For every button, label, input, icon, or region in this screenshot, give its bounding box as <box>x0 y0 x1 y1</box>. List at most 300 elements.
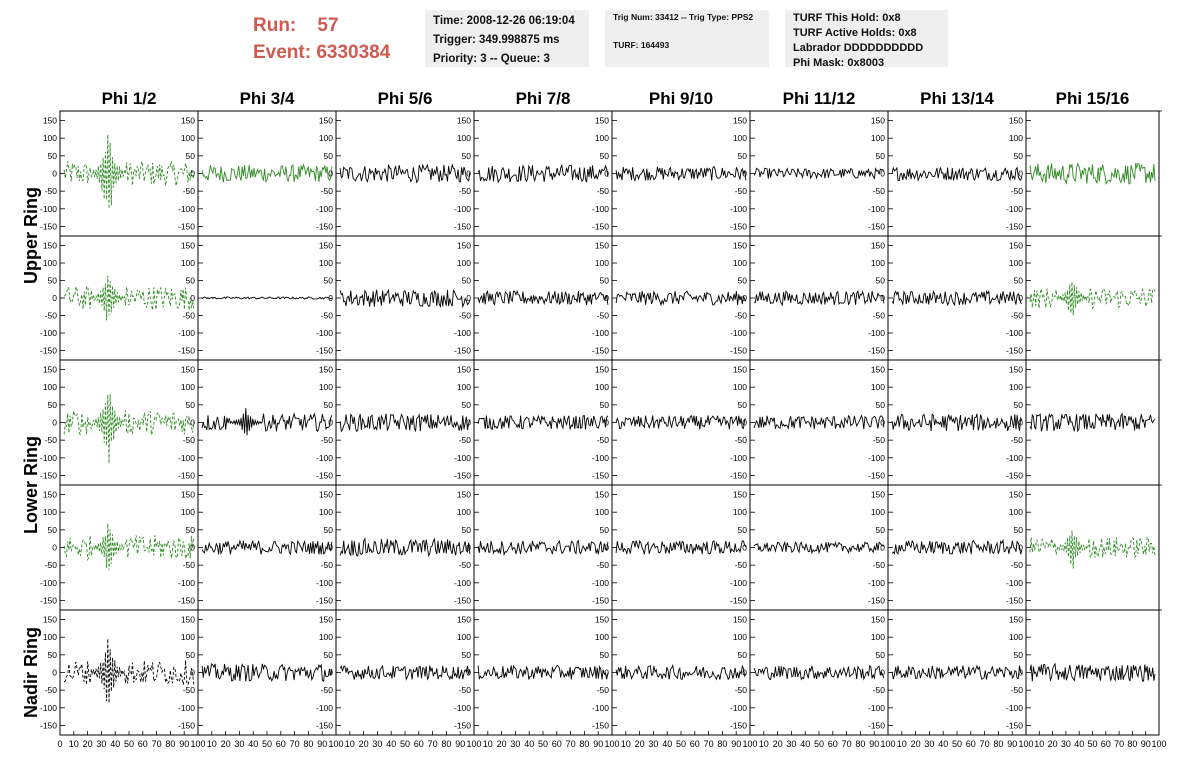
column-header: Phi 15/16 <box>1055 89 1130 108</box>
x-tick-label: 60 <box>689 739 700 749</box>
y-tick-label: 150 <box>870 240 885 251</box>
x-tick-label: 100 <box>190 739 206 749</box>
y-tick-label: -100 <box>453 328 471 338</box>
x-tick-label: 10 <box>206 739 217 749</box>
x-tick-label: 10 <box>68 739 79 749</box>
x-tick-label: 20 <box>82 739 93 749</box>
waveform-trace <box>892 291 1022 305</box>
waveform-trace <box>616 167 746 181</box>
x-tick-label: 70 <box>289 739 300 749</box>
y-tick-label: -50 <box>320 560 333 571</box>
panel-frame <box>198 610 336 735</box>
waveform-trace <box>64 135 194 209</box>
y-tick-label: -50 <box>44 435 57 446</box>
y-tick-label: -100 <box>591 577 609 588</box>
x-tick-label: 50 <box>261 739 273 749</box>
y-tick-label: 50 <box>599 649 609 660</box>
y-tick-label: 50 <box>185 275 195 286</box>
y-tick-label: 150 <box>594 240 609 251</box>
x-tick-label: 80 <box>441 739 452 749</box>
y-tick-label: -150 <box>39 720 57 731</box>
y-tick-label: -50 <box>872 560 885 571</box>
y-tick-label: -50 <box>1010 435 1023 446</box>
y-tick-label: 150 <box>870 489 885 500</box>
y-tick-label: 0 <box>1018 417 1023 428</box>
y-tick-label: -100 <box>453 203 471 214</box>
y-tick-label: 150 <box>318 614 333 625</box>
x-tick-label: 40 <box>386 739 397 749</box>
y-tick-label: -100 <box>591 702 609 713</box>
y-tick-label: -100 <box>453 452 471 463</box>
y-tick-label: -50 <box>872 310 885 321</box>
turf-text: TURF: 164493 <box>613 40 670 50</box>
y-tick-label: -150 <box>867 470 885 481</box>
y-tick-label: -150 <box>729 470 747 481</box>
y-tick-label: 0 <box>604 417 609 428</box>
row-label: Upper Ring <box>21 187 41 284</box>
y-tick-label: 100 <box>456 133 471 144</box>
x-tick-label: 30 <box>510 739 521 749</box>
event-number: Event: 6330384 <box>253 42 391 63</box>
y-tick-label: 100 <box>42 632 57 643</box>
y-tick-label: 0 <box>328 168 333 179</box>
x-tick-label: 30 <box>1060 739 1071 749</box>
y-tick-label: 150 <box>42 364 57 375</box>
y-tick-label: 150 <box>180 364 195 375</box>
y-tick-label: -150 <box>177 221 195 232</box>
y-tick-label: 100 <box>870 382 885 393</box>
waveform-trace <box>616 291 746 305</box>
x-tick-label: 0 <box>57 739 63 749</box>
panel-frame <box>888 485 1026 610</box>
y-tick-label: 0 <box>190 168 195 179</box>
x-tick-label: 100 <box>466 739 482 749</box>
y-tick-label: 100 <box>456 507 471 518</box>
y-tick-label: 50 <box>323 275 333 286</box>
y-tick-label: 0 <box>466 417 471 428</box>
y-tick-label: -150 <box>39 470 57 481</box>
panel-frame <box>60 610 198 735</box>
y-tick-label: 150 <box>732 240 747 251</box>
priority-text: Priority: 3 -- Queue: 3 <box>433 53 550 65</box>
y-tick-label: -100 <box>177 702 195 713</box>
y-tick-label: 150 <box>180 115 195 126</box>
panel-frame <box>612 610 750 735</box>
x-tick-label: 70 <box>841 739 852 749</box>
x-tick-label: 90 <box>731 739 742 749</box>
y-tick-label: 100 <box>180 507 195 518</box>
y-tick-label: 150 <box>870 364 885 375</box>
y-tick-label: 100 <box>732 382 747 393</box>
y-tick-label: 100 <box>870 507 885 518</box>
y-tick-label: 50 <box>185 399 195 410</box>
column-header: Phi 13/14 <box>920 89 994 108</box>
y-tick-label: -150 <box>591 595 609 606</box>
y-tick-label: -50 <box>596 186 609 197</box>
x-tick-label: 30 <box>234 739 245 749</box>
y-tick-label: -100 <box>729 577 747 588</box>
waveform-trace <box>892 414 1022 431</box>
y-tick-label: 150 <box>870 115 885 126</box>
x-tick-label: 100 <box>328 739 344 749</box>
x-tick-label: 80 <box>165 739 176 749</box>
x-tick-label: 90 <box>869 739 880 749</box>
y-tick-label: -150 <box>1005 720 1023 731</box>
y-tick-label: -100 <box>453 702 471 713</box>
y-tick-label: 0 <box>1018 168 1023 179</box>
y-tick-label: 50 <box>461 275 471 286</box>
x-tick-label: 50 <box>123 739 135 749</box>
x-tick-label: 40 <box>1074 739 1085 749</box>
x-tick-label: 70 <box>979 739 990 749</box>
waveform-trace <box>478 541 608 555</box>
y-tick-label: -50 <box>182 685 195 696</box>
y-tick-label: 50 <box>323 524 333 535</box>
x-tick-label: 20 <box>496 739 507 749</box>
y-tick-label: 100 <box>1008 632 1023 643</box>
column-header: Phi 3/4 <box>239 89 295 108</box>
y-tick-label: 100 <box>594 258 609 268</box>
x-tick-label: 20 <box>220 739 231 749</box>
y-tick-label: 100 <box>1008 382 1023 393</box>
y-tick-label: 100 <box>318 133 333 144</box>
x-tick-label: 20 <box>910 739 921 749</box>
x-tick-label: 10 <box>1034 739 1045 749</box>
y-tick-label: -50 <box>1010 685 1023 696</box>
y-tick-label: 50 <box>323 150 333 161</box>
y-tick-label: -100 <box>867 452 885 463</box>
x-tick-label: 90 <box>593 739 604 749</box>
waveform-trace <box>754 416 884 429</box>
y-tick-label: 0 <box>466 667 471 678</box>
x-tick-label: 70 <box>427 739 438 749</box>
x-tick-label: 60 <box>413 739 424 749</box>
y-tick-label: -100 <box>1005 577 1023 588</box>
y-tick-label: -100 <box>177 577 195 588</box>
y-tick-label: 0 <box>466 293 471 303</box>
time-text: Time: 2008-12-26 06:19:04 <box>433 15 575 27</box>
y-tick-label: 50 <box>323 649 333 660</box>
y-tick-label: 100 <box>594 632 609 643</box>
panel-frame <box>750 485 888 610</box>
x-tick-label: 40 <box>248 739 259 749</box>
x-tick-label: 50 <box>1087 739 1098 749</box>
y-tick-label: -150 <box>315 470 333 481</box>
y-tick-label: -150 <box>453 345 471 356</box>
y-tick-label: 50 <box>185 150 195 161</box>
y-tick-label: 0 <box>190 667 195 678</box>
panel-frame <box>888 236 1026 360</box>
x-tick-label: 80 <box>855 739 866 749</box>
y-tick-label: -50 <box>596 560 609 571</box>
waveform-trace <box>892 167 1022 180</box>
y-tick-label: 0 <box>604 168 609 179</box>
waveform-trace <box>340 290 470 307</box>
y-tick-label: 100 <box>180 632 195 643</box>
y-tick-label: -150 <box>1005 595 1023 606</box>
y-tick-label: 50 <box>47 399 57 410</box>
y-tick-label: -150 <box>729 720 747 731</box>
x-tick-label: 80 <box>993 739 1004 749</box>
y-tick-label: 50 <box>1013 150 1023 161</box>
y-tick-label: 100 <box>594 507 609 518</box>
waveform-trace <box>478 665 608 679</box>
y-tick-label: 100 <box>870 258 885 268</box>
y-tick-label: -100 <box>591 328 609 338</box>
y-tick-label: -150 <box>867 221 885 232</box>
y-tick-label: 50 <box>875 275 885 286</box>
waveform-trace <box>892 541 1022 555</box>
waveform-trace <box>202 297 332 299</box>
y-tick-label: -50 <box>1010 310 1023 321</box>
y-tick-label: 0 <box>328 667 333 678</box>
y-tick-label: 50 <box>461 649 471 660</box>
y-tick-label: -150 <box>177 345 195 356</box>
y-tick-label: -100 <box>177 328 195 338</box>
y-tick-label: -150 <box>729 221 747 232</box>
y-tick-label: 150 <box>180 489 195 500</box>
y-tick-label: -100 <box>1005 702 1023 713</box>
y-tick-label: 0 <box>742 293 747 303</box>
y-tick-label: 0 <box>1018 667 1023 678</box>
x-tick-label: 40 <box>110 739 121 749</box>
y-tick-label: 150 <box>318 489 333 500</box>
x-tick-label: 40 <box>800 739 811 749</box>
x-tick-label: 30 <box>786 739 797 749</box>
y-tick-label: 50 <box>461 150 471 161</box>
y-tick-label: 150 <box>318 240 333 251</box>
x-tick-label: 80 <box>717 739 728 749</box>
waveform-trace <box>64 394 194 463</box>
x-tick-label: 20 <box>1047 739 1058 749</box>
y-tick-label: -100 <box>867 328 885 338</box>
y-tick-label: 150 <box>594 614 609 625</box>
y-tick-label: -50 <box>872 186 885 197</box>
y-tick-label: -150 <box>453 595 471 606</box>
x-tick-label: 70 <box>1114 739 1125 749</box>
waveform-trace <box>478 416 608 430</box>
y-tick-label: 100 <box>42 258 57 268</box>
y-tick-label: 150 <box>1008 614 1023 625</box>
column-header: Phi 9/10 <box>648 89 714 108</box>
column-header: Phi 1/2 <box>101 89 157 108</box>
y-tick-label: -150 <box>591 720 609 731</box>
y-tick-label: 100 <box>180 133 195 144</box>
x-tick-label: 50 <box>951 739 963 749</box>
y-tick-label: 0 <box>328 293 333 303</box>
x-tick-label: 100 <box>742 739 758 749</box>
x-tick-label: 80 <box>303 739 314 749</box>
y-tick-label: 50 <box>185 524 195 535</box>
x-tick-label: 30 <box>648 739 659 749</box>
y-tick-label: 150 <box>1008 240 1023 251</box>
y-tick-label: 0 <box>190 293 195 303</box>
x-tick-label: 30 <box>96 739 107 749</box>
column-header: Phi 11/12 <box>782 89 856 108</box>
y-tick-label: -50 <box>872 435 885 446</box>
y-tick-label: -50 <box>458 186 471 197</box>
y-tick-label: -100 <box>39 328 57 338</box>
y-tick-label: 150 <box>456 240 471 251</box>
panel-frame <box>1026 485 1159 610</box>
y-tick-label: 100 <box>1008 507 1023 518</box>
y-tick-label: -50 <box>182 435 195 446</box>
waveform-trace <box>340 414 470 432</box>
x-tick-label: 60 <box>965 739 976 749</box>
y-tick-label: -150 <box>315 345 333 356</box>
x-tick-label: 90 <box>455 739 466 749</box>
y-tick-label: 150 <box>594 115 609 126</box>
x-tick-label: 10 <box>620 739 631 749</box>
y-tick-label: 150 <box>1008 364 1023 375</box>
y-tick-label: 150 <box>1008 115 1023 126</box>
waveform-trace <box>64 524 194 571</box>
column-header: Phi 7/8 <box>515 89 571 108</box>
y-tick-label: -50 <box>596 435 609 446</box>
turf-this-hold-text: TURF This Hold: 0x8 <box>793 12 901 24</box>
y-tick-label: -150 <box>177 470 195 481</box>
x-tick-label: 90 <box>179 739 190 749</box>
y-tick-label: -100 <box>39 452 57 463</box>
y-tick-label: -50 <box>182 186 195 197</box>
y-tick-label: -100 <box>729 702 747 713</box>
waveform-trace <box>754 291 884 305</box>
y-tick-label: -100 <box>315 702 333 713</box>
y-tick-label: 0 <box>52 542 57 553</box>
y-tick-label: 0 <box>328 542 333 553</box>
y-tick-label: 0 <box>52 168 57 179</box>
trigger-text: Trigger: 349.998875 ms <box>433 34 560 46</box>
waveform-trace <box>340 539 470 556</box>
y-tick-label: -150 <box>867 345 885 356</box>
x-tick-label: 90 <box>317 739 328 749</box>
y-tick-label: 100 <box>870 632 885 643</box>
turf-active-holds-text: TURF Active Holds: 0x8 <box>793 27 917 39</box>
y-tick-label: -50 <box>44 685 57 696</box>
y-tick-label: -100 <box>39 203 57 214</box>
y-tick-label: -100 <box>177 203 195 214</box>
x-tick-label: 50 <box>399 739 411 749</box>
y-tick-label: 150 <box>456 364 471 375</box>
y-tick-label: -150 <box>591 470 609 481</box>
y-tick-label: -150 <box>867 720 885 731</box>
y-tick-label: -100 <box>867 702 885 713</box>
y-tick-label: 100 <box>456 632 471 643</box>
y-tick-label: 50 <box>599 524 609 535</box>
y-tick-label: -100 <box>315 203 333 214</box>
x-tick-label: 70 <box>565 739 576 749</box>
x-tick-label: 10 <box>344 739 355 749</box>
y-tick-label: 0 <box>604 542 609 553</box>
y-tick-label: -100 <box>453 577 471 588</box>
y-tick-label: -150 <box>177 720 195 731</box>
row-label: Nadir Ring <box>21 626 41 719</box>
y-tick-label: 100 <box>42 382 57 393</box>
y-tick-label: -150 <box>453 720 471 731</box>
y-tick-label: 150 <box>42 240 57 251</box>
y-tick-label: -150 <box>591 345 609 356</box>
waveform-trace <box>202 408 332 435</box>
x-tick-label: 70 <box>151 739 162 749</box>
waveform-trace <box>478 291 608 305</box>
y-tick-label: 0 <box>880 293 885 303</box>
y-tick-label: 150 <box>42 115 57 126</box>
y-tick-label: 50 <box>875 399 885 410</box>
y-tick-label: -100 <box>177 452 195 463</box>
y-tick-label: -100 <box>39 702 57 713</box>
x-tick-label: 10 <box>896 739 907 749</box>
waveform-trace <box>616 666 746 680</box>
y-tick-label: -50 <box>734 685 747 696</box>
y-tick-label: 150 <box>180 240 195 251</box>
y-tick-label: -150 <box>867 595 885 606</box>
x-tick-label: 40 <box>662 739 673 749</box>
column-header: Phi 5/6 <box>377 89 433 108</box>
y-tick-label: 0 <box>880 542 885 553</box>
y-tick-label: -50 <box>182 310 195 321</box>
y-tick-label: 0 <box>742 542 747 553</box>
y-tick-label: -50 <box>320 435 333 446</box>
y-tick-label: 150 <box>870 614 885 625</box>
y-tick-label: 50 <box>185 649 195 660</box>
waveform-trace <box>64 639 194 703</box>
x-tick-label: 20 <box>358 739 369 749</box>
y-tick-label: 50 <box>1013 649 1023 660</box>
row-label: Lower Ring <box>21 436 41 534</box>
y-tick-label: -150 <box>591 221 609 232</box>
x-tick-label: 60 <box>827 739 838 749</box>
y-tick-label: 100 <box>732 258 747 268</box>
y-tick-label: -50 <box>1010 186 1023 197</box>
waveform-trace <box>892 666 1022 680</box>
x-tick-label: 90 <box>1140 739 1151 749</box>
x-tick-label: 60 <box>137 739 148 749</box>
y-tick-label: -100 <box>39 577 57 588</box>
y-tick-label: -50 <box>596 685 609 696</box>
y-tick-label: 150 <box>318 115 333 126</box>
y-tick-label: 0 <box>742 417 747 428</box>
y-tick-label: 100 <box>180 258 195 268</box>
y-tick-label: -150 <box>315 221 333 232</box>
y-tick-label: 50 <box>1013 275 1023 286</box>
x-tick-label: 60 <box>275 739 286 749</box>
x-tick-label: 30 <box>924 739 935 749</box>
y-tick-label: 50 <box>737 524 747 535</box>
waveform-trace <box>1030 664 1155 681</box>
y-tick-label: -150 <box>39 221 57 232</box>
panel-frame <box>1026 111 1159 236</box>
labrador-text: Labrador DDDDDDDDDD <box>793 42 924 54</box>
panel-frame <box>474 236 612 360</box>
y-tick-label: -50 <box>182 560 195 571</box>
y-tick-label: -100 <box>729 203 747 214</box>
y-tick-label: -50 <box>1010 560 1023 571</box>
panel-frame <box>474 360 612 485</box>
waveform-trace <box>754 666 884 680</box>
y-tick-label: 50 <box>1013 399 1023 410</box>
y-tick-label: 150 <box>732 364 747 375</box>
y-tick-label: -100 <box>315 452 333 463</box>
y-tick-label: 100 <box>456 382 471 393</box>
phi-mask-text: Phi Mask: 0x8003 <box>793 57 885 67</box>
y-tick-label: 100 <box>318 632 333 643</box>
x-tick-label: 90 <box>1007 739 1018 749</box>
y-tick-label: -100 <box>315 577 333 588</box>
run-number: Run: 57 <box>253 15 339 36</box>
y-tick-label: 100 <box>180 382 195 393</box>
y-tick-label: -150 <box>39 595 57 606</box>
y-tick-label: 0 <box>1018 542 1023 553</box>
